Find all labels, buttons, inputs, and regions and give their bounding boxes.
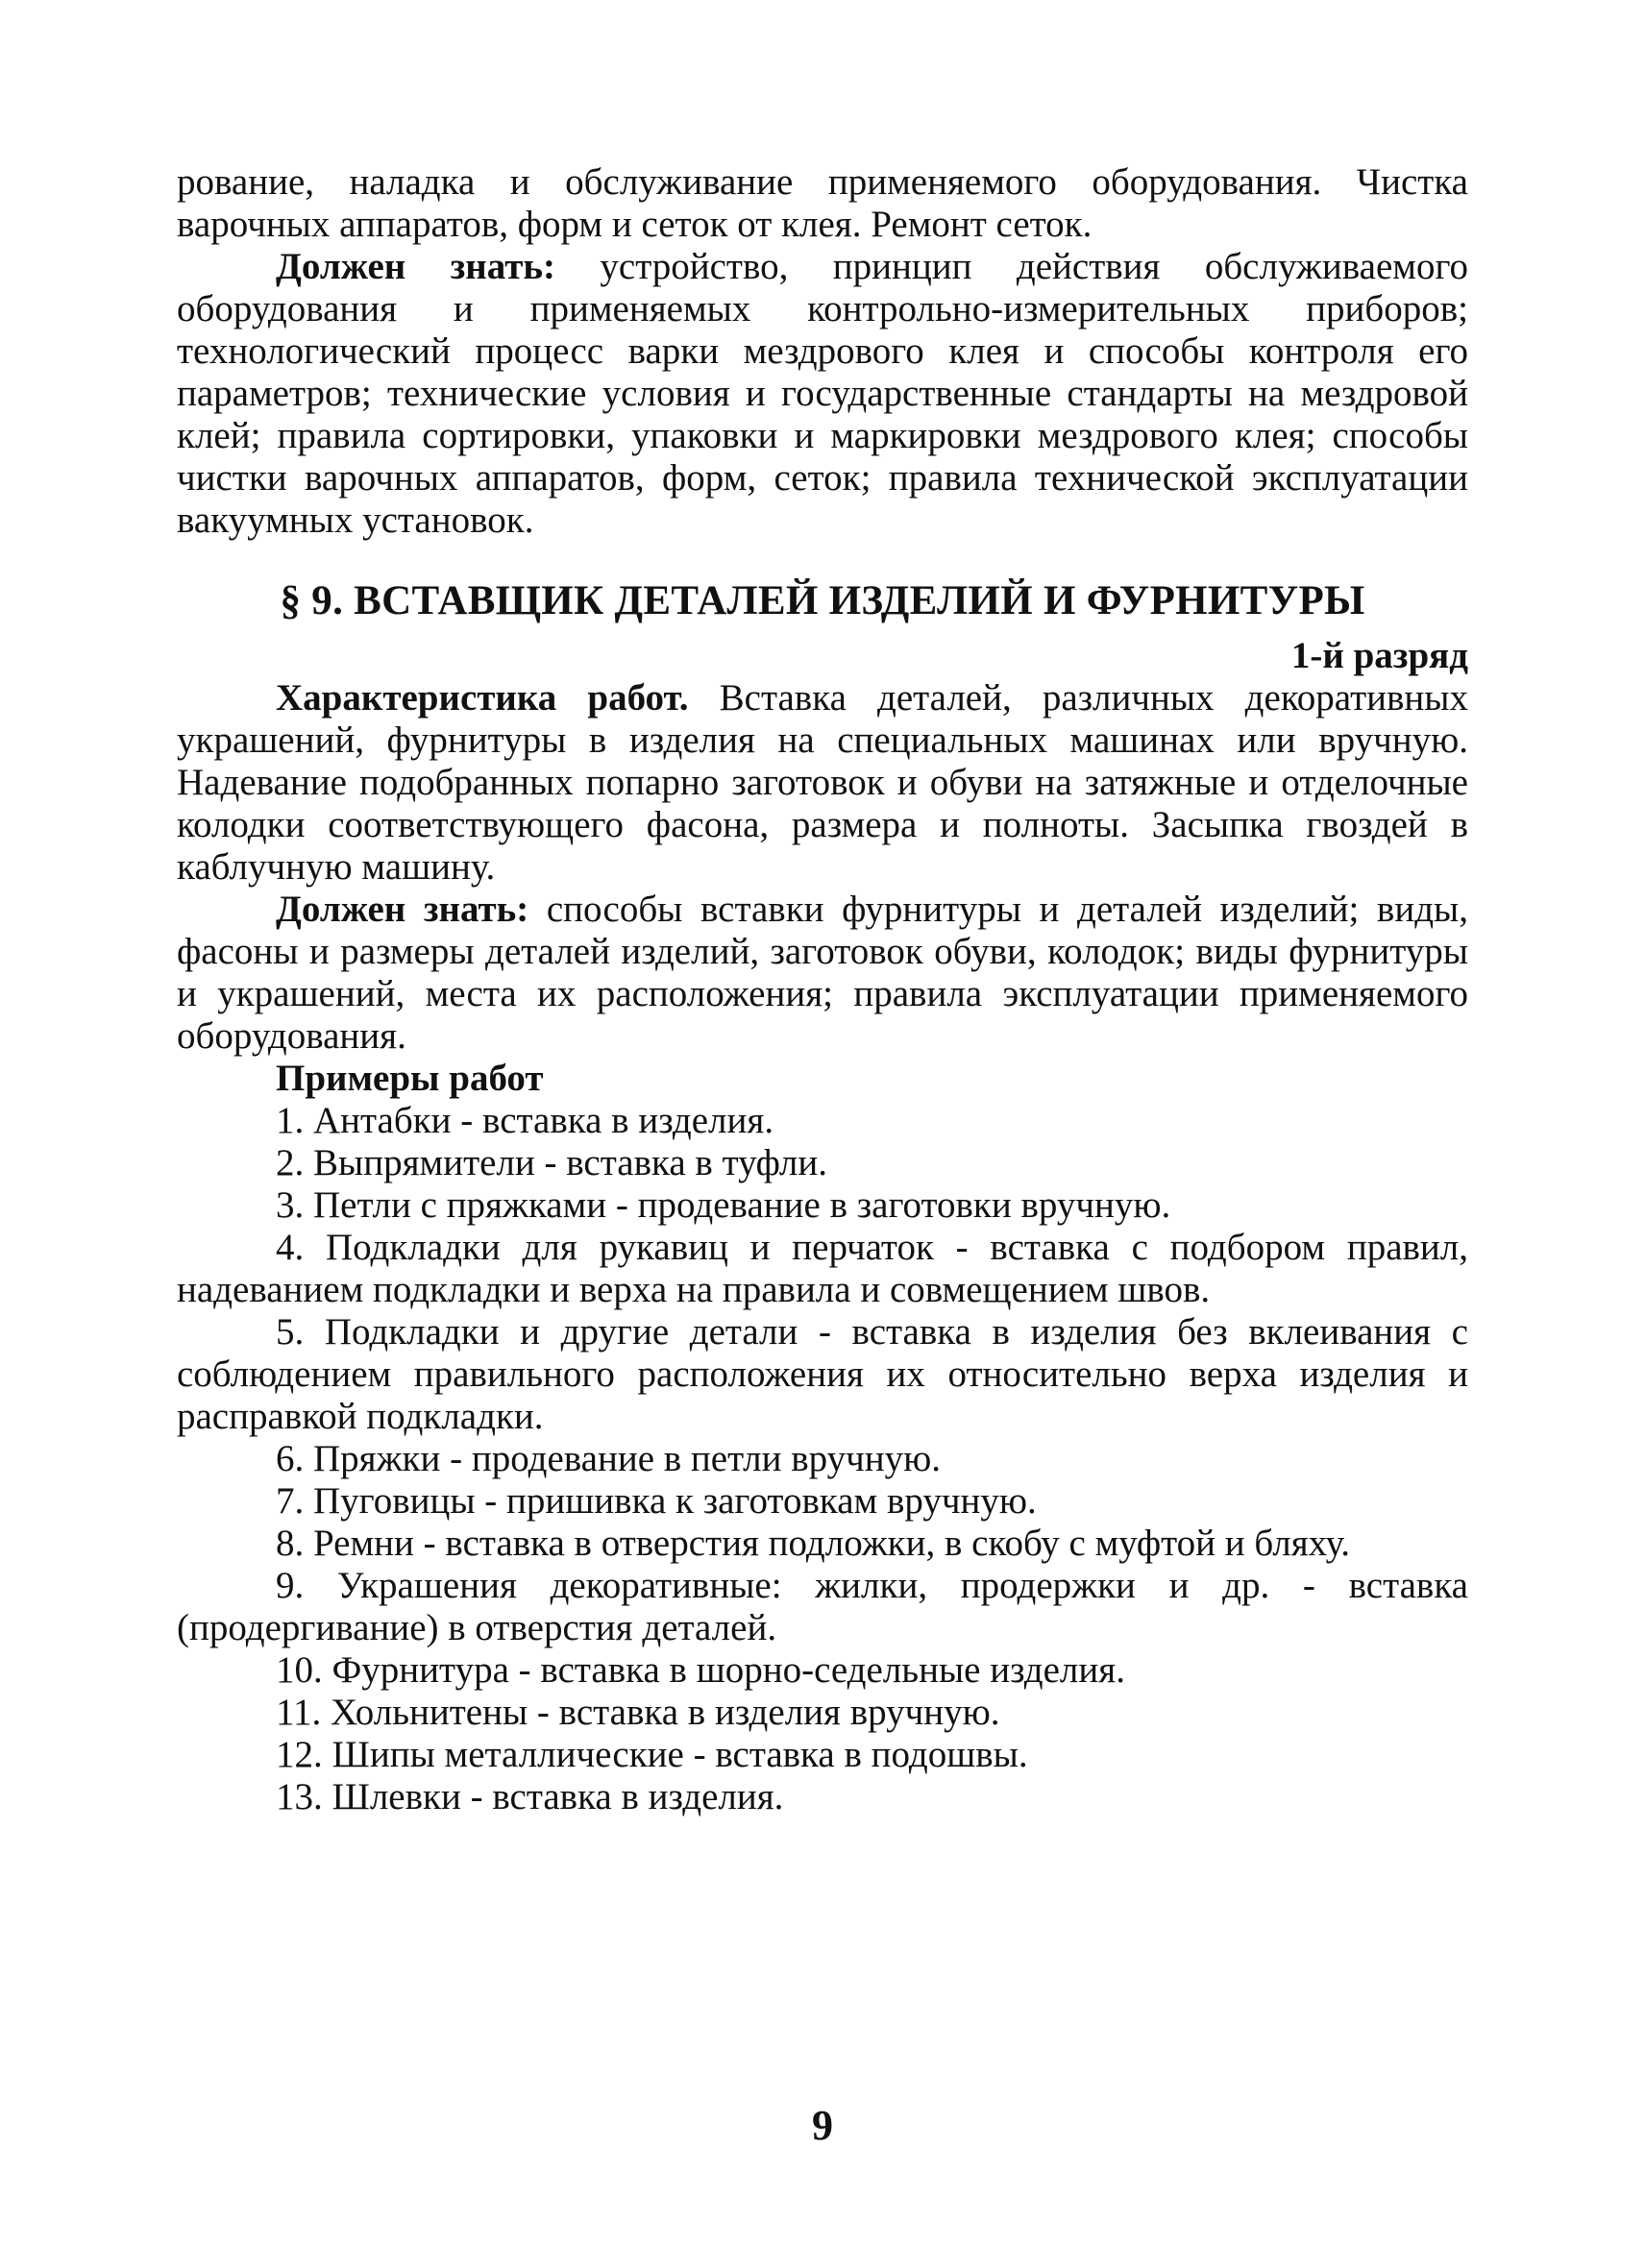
characteristics-text: Вставка деталей, различных декоративных украшений, фурнитуры в изделия на специальных машинах или вручную. Надевание подобранных попарно заготовок и обуви на затяжные и отделочные колодки соответствующего фасона, размера и полноты. Засыпка гвоздей в каблучную машину. [177,677,1468,888]
must-know-text: способы вставки фурнитуры и деталей изделий; виды, фасоны и размеры деталей изделий, заготовок обуви, колодок; виды фурнитуры и украшений, места их расположения; правила эксплуатации применяемого оборудования. [177,889,1468,1057]
section-rank: 1-й разряд [1290,635,1468,676]
example-item: 3. Петли с пряжками - продевание в заготовки вручную. [276,1184,1171,1226]
example-item: 9. Украшения декоративные: жилки, продержки и др. - вставка (продергивание) в отверстия деталей. [177,1565,1468,1648]
example-item: 5. Подкладки и другие детали - вставка в изделия без вклеивания с соблюдением правильного расположения их относительно верха изделия и расправкой подкладки. [177,1311,1468,1437]
examples-heading: Примеры работ [276,1058,544,1099]
section-title: § 9. ВСТАВЩИК ДЕТАЛЕЙ ИЗДЕЛИЙ И ФУРНИТУРЫ [280,578,1365,623]
intro-must-know-label: Должен знать: [276,246,556,287]
example-item: 2. Выпрямители - вставка в туфли. [276,1142,828,1183]
example-item: 4. Подкладки для рукавиц и перчаток - вставка с подбором правил, надеванием подкладки и верха на правила и совмещением швов. [177,1227,1468,1310]
characteristics-label: Характеристика работ. [276,677,689,719]
document-page [177,161,1468,1818]
intro-must-know-text: устройство, принцип действия обслуживаемого оборудования и применяемых контрольно-измерительных приборов; технологический процесс варки мездрового клея и способы контроля его параметров; технические условия и государственные стандарты на мездровой клей; правила сортировки, упаковки и маркировки мездрового клея; способы чистки варочных аппаратов, форм, сеток; правила технической эксплуатации вакуумных установок. [177,246,1468,541]
example-item: 12. Шипы металлические - вставка в подошвы. [276,1734,1028,1775]
must-know-paragraph [177,889,1468,1058]
intro-continuation: рование, наладка и обслуживание применяемого оборудования. Чистка варочных аппаратов, форм и сеток от клея. Ремонт сеток. [177,161,1468,245]
example-item: 6. Пряжки - продевание в петли вручную. [276,1438,942,1479]
example-item: 1. Антабки - вставка в изделия. [276,1100,774,1141]
example-item: 11. Хольнитены - вставка в изделия вручную. [276,1692,1000,1733]
example-item: 8. Ремни - вставка в отверстия подложки, в скобу с муфтой и бляху. [276,1523,1350,1564]
page-number: 9 [812,2102,833,2149]
intro-must-know-paragraph [177,246,1468,542]
example-item: 7. Пуговицы - пришивка к заготовкам вручную. [276,1480,1037,1522]
characteristics-paragraph [177,677,1468,889]
example-item: 10. Фурнитура - вставка в шорно-седельные изделия. [276,1649,1125,1691]
example-item: 13. Шлевки - вставка в изделия. [276,1776,784,1817]
examples-list [177,1100,1468,1818]
must-know-label: Должен знать: [276,889,529,930]
